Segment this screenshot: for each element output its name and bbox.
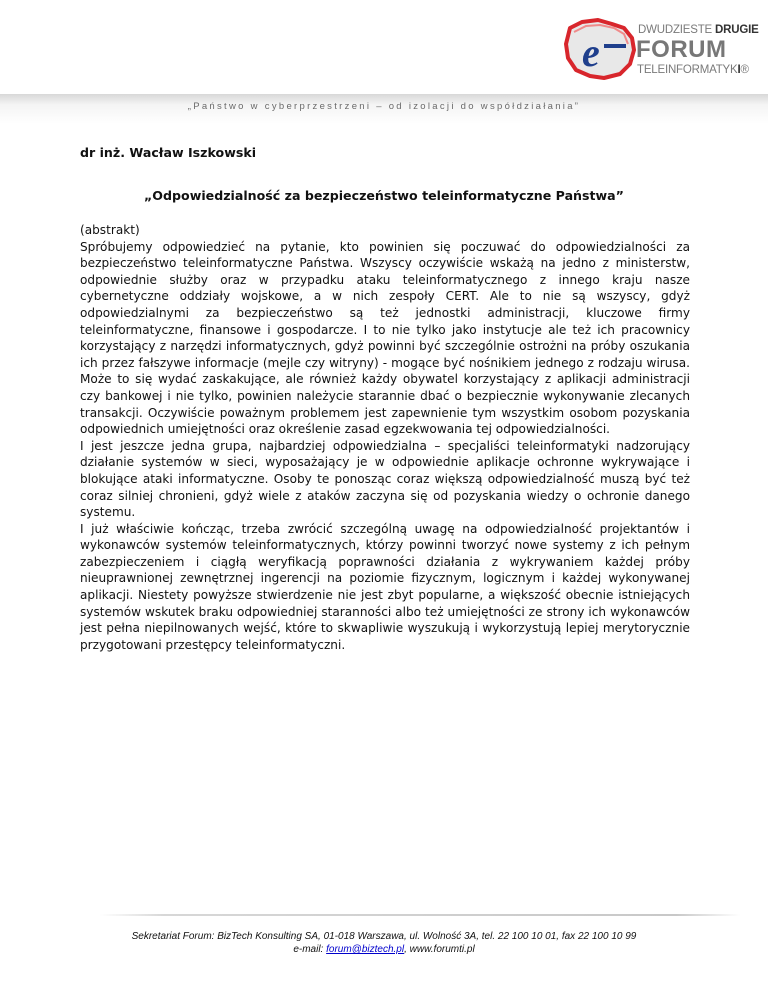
svg-text:e: e: [582, 30, 600, 75]
paragraph: I już właściwie kończąc, trzeba zwrócić szczególną uwagę na odpowiedzialność projektantów i wykonawców systemów teleinformatycznych, którzy powinni tworzyć nowe systemy z ich pełnym zabezpieczeniem i ciągłą weryfikacją poprawności działania z wykrywaniem każdej próby nieuprawnionej zewnętrznej ingerencji na poziomie fizycznym, logicznym i każdej wykonywanej aplikacji. Niestety powyższe stwierdzenie nie jest zbyt popularne, a większość obecnie istniejących systemów wskutek braku odpowiedniej staranności albo też umiejętności ze strony ich wykonawców jest pełna niepilnowanych wejść, które to skwapliwie wyszukują i wykorzystują lepiej merytorycznie przygotowani przestępcy teleinformatyczni.: [80, 521, 690, 652]
footer-divider: [100, 914, 740, 916]
paragraph: Spróbujemy odpowiedzieć na pytanie, kto powinien się poczuwać do odpowiedzialności za bezpieczeństwo teleinformatyczne Państwa. Wszyscy oczywiście wskażą na jedno z ministerstw, odpowiednie służby oraz w przypadku ataku teleinformatycznego z innego kraju nasze cybernetyczne oddziały wojskowe, a w nich zespoły CERT. Ale to nie są wszyscy, gdyż odpowiedzialnymi za bezpieczeństwo są też jednostki administracji, kluczowe firmy teleinformatyczne, finansowe i gospodarcze. I to nie tylko jako instytucje ale też ich pracownicy korzystający z narzędzi informatycznych, gdyż powinni być szczególnie ostrożni na próby oszukania ich przez fałszywe informacje (mejle czy witryny) - mogące być nośnikiem jednego z rodzaju wirusa. Może to się wydać zaskakujące, ale również każdy obywatel korzystający z aplikacji administracji czy bankowej i nie tylko, powinien należycie starannie dbać o bezpiecznie wykonywanie zlecanych transakcji. Oczywiście poważnym problemem jest zapewnienie tym wszystkim osobom pozyskania odpowiednich umiejętności oraz określenie zasad egzekwowania tej odpowiedzialności.: [80, 239, 690, 437]
abstract-body: [80, 222, 690, 653]
logo-teleinformatyki: TELEINFORMATYKI®: [637, 64, 749, 76]
email-link[interactable]: forum@biztech.pl: [326, 944, 405, 955]
document-title: „Odpowiedzialność za bezpieczeństwo teleinformatyczne Państwa”: [144, 188, 624, 203]
forum-logo: [560, 14, 760, 84]
logo-forum-word: FORUM: [636, 36, 727, 63]
author-name: dr inż. Wacław Iszkowski: [80, 145, 257, 160]
poland-map-e-icon: [560, 16, 640, 86]
logo-subtitle: DWUDZIESTE DRUGIE: [638, 24, 759, 36]
footer-contact: e-mail: forum@biztech.pl, www.forumti.pl: [293, 944, 475, 955]
footer-address: Sekretariat Forum: BizTech Konsulting SA, 01-018 Warszawa, ul. Wolność 3A, tel. 22 100 10 01, fax 22 100 10 99: [131, 931, 637, 942]
conference-tagline: „Państwo w cyberprzestrzeni – od izolacji do współdziałania”: [187, 101, 581, 112]
abstract-label: (abstrakt): [80, 223, 140, 237]
paragraph: I jest jeszcze jedna grupa, najbardziej odpowiedzialna – specjaliści teleinformatyki nadzorujący działanie systemów w sieci, wyposażający je w odpowiednie aplikacje ochronne wykrywające i blokujące ataki informatyczne. Osoby te ponosząc coraz większą odpowiedzialność muszą być też coraz silniej chronieni, gdyż wiele z ataków zaczyna się od pozyskania wiedzy o ochronie danego systemu.: [80, 438, 690, 520]
footer: [0, 930, 768, 956]
